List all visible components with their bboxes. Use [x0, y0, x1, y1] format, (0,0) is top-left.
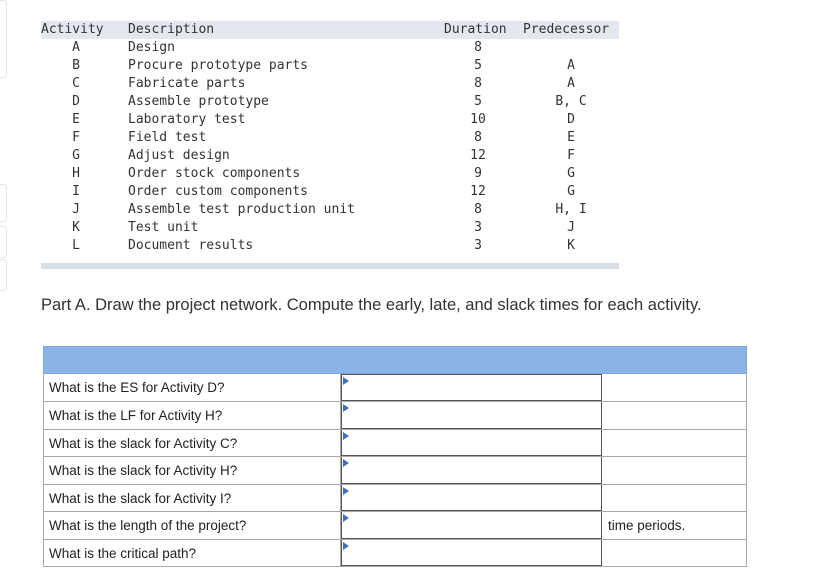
cell-predecessor: G	[567, 184, 575, 199]
cell-description: Adjust design	[128, 148, 230, 163]
cell-predecessor: A	[567, 58, 575, 73]
cell-activity: H	[72, 166, 80, 181]
question-row	[43, 430, 747, 458]
header-predecessor: Predecessor	[523, 22, 610, 37]
table-row	[41, 39, 619, 57]
table-row	[41, 237, 619, 255]
input-caret-icon	[343, 459, 349, 467]
input-caret-icon	[343, 542, 349, 550]
cell-duration: 8	[474, 202, 482, 217]
cell-predecessor: J	[567, 220, 575, 235]
cell-activity: J	[72, 202, 80, 217]
table-row	[41, 75, 619, 93]
cell-description: Procure prototype parts	[128, 58, 309, 73]
cell-description: Order custom components	[128, 184, 309, 199]
answer-input[interactable]	[341, 430, 602, 457]
question-rows	[43, 374, 747, 567]
table-row	[41, 111, 619, 129]
cell-activity: F	[72, 130, 80, 145]
input-caret-icon	[343, 377, 349, 385]
cell-duration: 5	[474, 58, 482, 73]
cell-duration: 10	[470, 112, 486, 127]
header-duration: Duration	[444, 22, 507, 37]
cell-description: Design	[128, 40, 175, 55]
table-row	[41, 57, 619, 75]
cell-description: Test unit	[128, 220, 199, 235]
question-row	[43, 374, 747, 402]
question-table	[43, 346, 747, 567]
answer-unit: time periods.	[602, 512, 747, 539]
cell-duration: 5	[474, 94, 482, 109]
cell-predecessor: H, I	[555, 202, 587, 217]
question-row	[43, 512, 747, 540]
cell-duration: 12	[470, 148, 486, 163]
cell-activity: C	[72, 76, 80, 91]
activity-table	[41, 21, 619, 269]
answer-unit	[602, 430, 747, 457]
cell-activity: K	[72, 220, 80, 235]
cell-duration: 8	[474, 76, 482, 91]
table-row	[41, 93, 619, 111]
cell-predecessor: D	[567, 112, 575, 127]
cell-duration: 12	[470, 184, 486, 199]
question-text: What is the slack for Activity H?	[43, 457, 341, 484]
question-text: What is the LF for Activity H?	[43, 402, 341, 429]
question-row	[43, 457, 747, 485]
cell-activity: E	[72, 112, 80, 127]
table-row	[41, 183, 619, 201]
cell-activity: G	[72, 148, 80, 163]
question-row	[43, 402, 747, 430]
input-caret-icon	[343, 404, 349, 412]
header-activity: Activity	[41, 22, 104, 37]
answer-unit	[602, 457, 747, 484]
input-caret-icon	[343, 514, 349, 522]
cell-activity: D	[72, 94, 80, 109]
question-row	[43, 485, 747, 513]
header-description: Description	[128, 22, 215, 37]
question-row	[43, 540, 747, 568]
answer-unit	[602, 402, 747, 429]
table-bottom-bar	[41, 263, 619, 269]
activity-rows	[41, 39, 619, 255]
cell-duration: 8	[474, 40, 482, 55]
cell-description: Assemble prototype	[128, 94, 269, 109]
question-text: What is the length of the project?	[43, 512, 341, 539]
activity-table-header	[41, 21, 619, 39]
cell-predecessor: K	[567, 238, 575, 253]
cell-description: Fabricate parts	[128, 76, 246, 91]
cell-description: Laboratory test	[128, 112, 246, 127]
input-caret-icon	[343, 432, 349, 440]
question-text: What is the slack for Activity I?	[43, 485, 341, 512]
question-text: What is the slack for Activity C?	[43, 430, 341, 457]
cell-description: Field test	[128, 130, 207, 145]
left-edge-tab-2	[0, 184, 7, 222]
table-row	[41, 129, 619, 147]
table-row	[41, 219, 619, 237]
part-a-instructions: Part A. Draw the project network. Compute the early, late, and slack times for each activity.	[41, 296, 702, 314]
answer-unit	[602, 485, 747, 512]
answer-input[interactable]	[341, 457, 602, 484]
answer-input[interactable]	[341, 402, 602, 429]
cell-description: Assemble test production unit	[128, 202, 355, 217]
table-row	[41, 201, 619, 219]
cell-activity: B	[72, 58, 80, 73]
cell-activity: I	[72, 184, 80, 199]
question-text: What is the ES for Activity D?	[43, 374, 341, 401]
table-row	[41, 147, 619, 165]
left-edge-tab-1	[0, 0, 7, 78]
cell-predecessor: A	[567, 76, 575, 91]
answer-input[interactable]	[341, 485, 602, 512]
cell-activity: L	[72, 238, 80, 253]
input-caret-icon	[343, 487, 349, 495]
question-text: What is the critical path?	[43, 540, 341, 567]
answer-unit	[602, 374, 747, 401]
cell-duration: 3	[474, 220, 482, 235]
cell-duration: 8	[474, 130, 482, 145]
cell-predecessor: E	[567, 130, 575, 145]
cell-description: Order stock components	[128, 166, 301, 181]
left-edge-tab-3	[0, 226, 7, 258]
cell-predecessor: B, C	[555, 94, 587, 109]
table-row	[41, 165, 619, 183]
answer-input[interactable]	[341, 540, 602, 567]
cell-duration: 9	[474, 166, 482, 181]
cell-predecessor: F	[567, 148, 575, 163]
question-table-header	[43, 346, 747, 374]
left-edge-tab-4	[0, 259, 7, 291]
answer-unit	[602, 540, 747, 567]
answer-input[interactable]	[341, 512, 602, 539]
cell-description: Document results	[128, 238, 254, 253]
answer-input[interactable]	[341, 374, 602, 401]
cell-activity: A	[72, 40, 80, 55]
cell-duration: 3	[474, 238, 482, 253]
cell-predecessor: G	[567, 166, 575, 181]
